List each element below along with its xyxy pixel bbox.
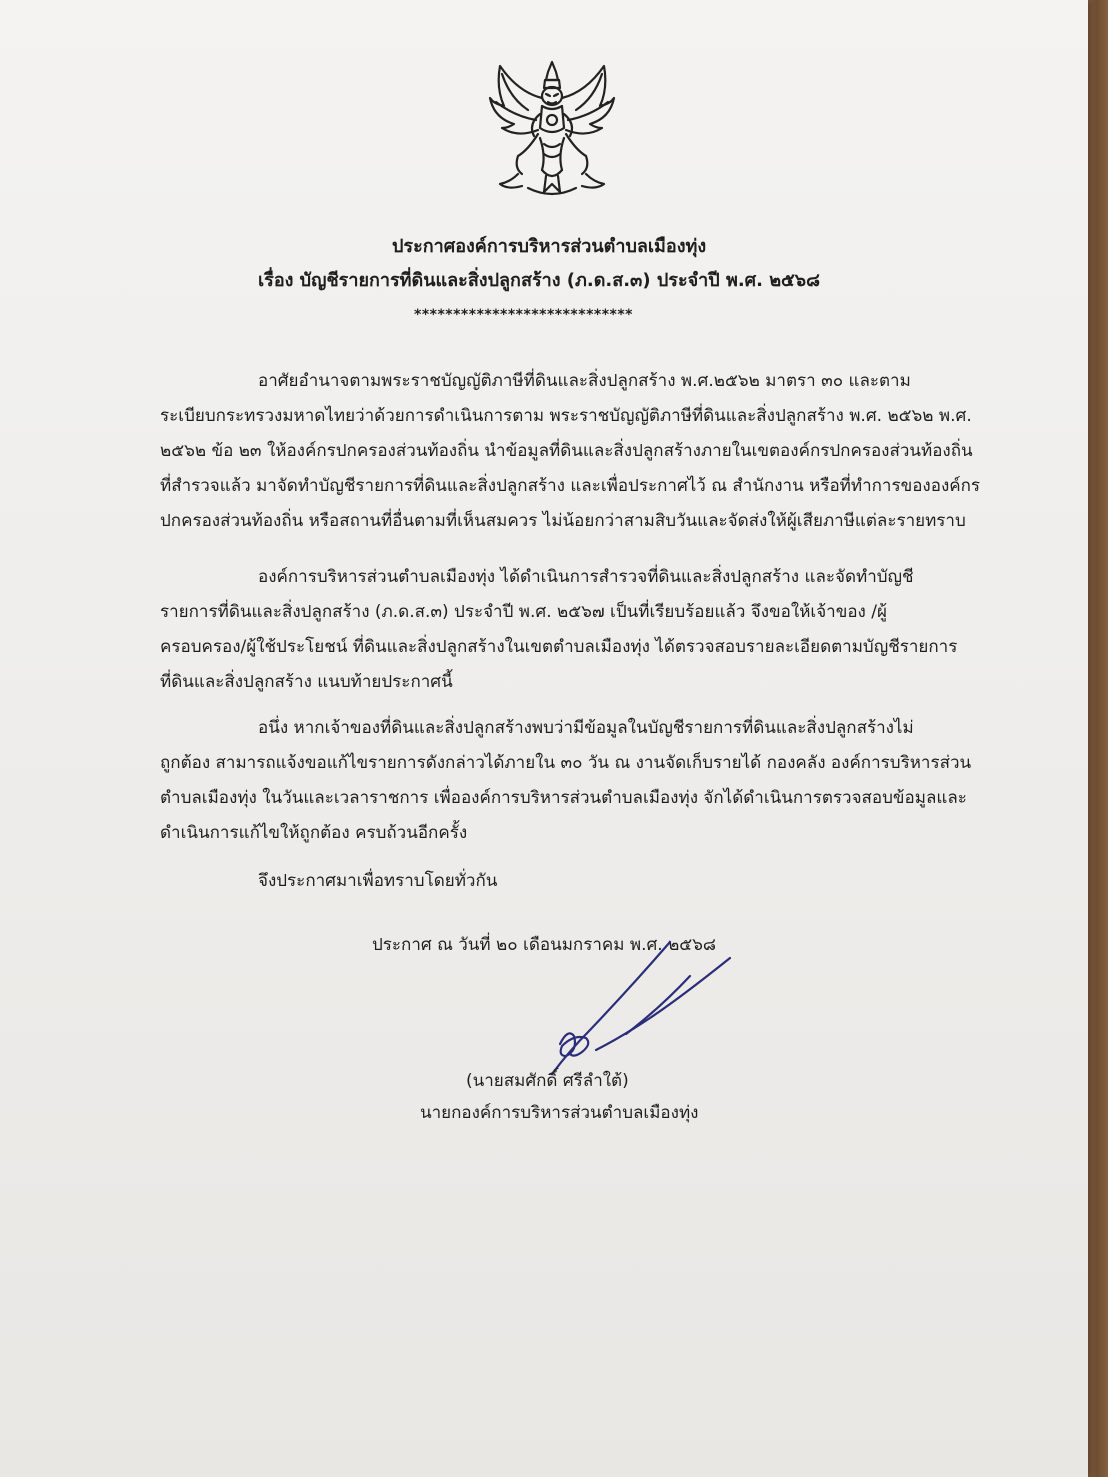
- paragraph-2-line-4: ที่ดินและสิ่งปลูกสร้าง แนบท้ายประกาศนี้: [160, 672, 453, 692]
- paragraph-2-line-3: ครอบครอง/ผู้ใช้ประโยชน์ ที่ดินและสิ่งปลูกสร้างในเขตตำบลเมืองทุ่ง ได้ตรวจสอบรายละเอียดตามบัญชีรายการ: [160, 637, 958, 657]
- paragraph-3-line-2: ถูกต้อง สามารถแจ้งขอแก้ไขรายการดังกล่าวได้ภายใน ๓๐ วัน ณ งานจัดเก็บรายได้ กองคลัง องค์การบริหารส่วน: [160, 753, 972, 773]
- paragraph-1-line-2: ระเบียบกระทรวงมหาดไทยว่าด้วยการดำเนินการตาม พระราชบัญญัติภาษีที่ดินและสิ่งปลูกสร้าง พ.ศ. ๒๕๖๒ พ.ศ.: [160, 406, 972, 426]
- paragraph-1-line-4: ที่สำรวจแล้ว มาจัดทำบัญชีรายการที่ดินและสิ่งปลูกสร้าง และเพื่อประกาศไว้ ณ สำนักงาน หรือที่ทำการขององค์กร: [160, 476, 981, 496]
- paragraph-1-line-3: ๒๕๖๒ ข้อ ๒๓ ให้องค์กรปกครองส่วนท้องถิ่น นำข้อมูลที่ดินและสิ่งปลูกสร้างภายในเขตองค์กรปกครองส่วนท้องถิ่น: [160, 441, 973, 461]
- paragraph-1-line-5: ปกครองส่วนท้องถิ่น หรือสถานที่อื่นตามที่เห็นสมควร ไม่น้อยกว่าสามสิบวันและจัดส่งให้ผู้เสียภาษีแต่ละรายทราบ: [160, 511, 966, 531]
- paragraph-3-line-3: ตำบลเมืองทุ่ง ในวันและเวลาราชการ เพื่อองค์การบริหารส่วนตำบลเมืองทุ่ง จักได้ดำเนินการตรวจสอบข้อมูลและ: [160, 788, 967, 808]
- announcement-subject: เรื่อง บัญชีรายการที่ดินและสิ่งปลูกสร้าง (ภ.ด.ส.๓) ประจำปี พ.ศ. ๒๕๖๘: [258, 270, 820, 291]
- signer-name: (นายสมศักดิ์ ศรีลำใต้): [466, 1071, 629, 1091]
- garuda-emblem-icon: [488, 58, 616, 202]
- paragraph-2-line-2: รายการที่ดินและสิ่งปลูกสร้าง (ภ.ด.ส.๓) ประจำปี พ.ศ. ๒๕๖๗ เป็นที่เรียบร้อยแล้ว จึงขอให้เจ้าของ /ผู้: [160, 602, 887, 622]
- closing-line: จึงประกาศมาเพื่อทราบโดยทั่วกัน: [258, 871, 498, 891]
- handwritten-signature: [530, 938, 760, 1078]
- table-background: [1086, 0, 1108, 1477]
- title-divider: ****************************: [414, 307, 633, 323]
- signer-position: นายกองค์การบริหารส่วนตำบลเมืองทุ่ง: [420, 1103, 699, 1123]
- paragraph-2-line-1: องค์การบริหารส่วนตำบลเมืองทุ่ง ได้ดำเนินการสำรวจที่ดินและสิ่งปลูกสร้าง และจัดทำบัญชี: [258, 567, 914, 587]
- announcement-title: ประกาศองค์การบริหารส่วนตำบลเมืองทุ่ง: [392, 236, 707, 257]
- paragraph-3-line-4: ดำเนินการแก้ไขให้ถูกต้อง ครบถ้วนอีกครั้ง: [160, 823, 468, 843]
- paragraph-3-line-1: อนึ่ง หากเจ้าของที่ดินและสิ่งปลูกสร้างพบว่ามีข้อมูลในบัญชีรายการที่ดินและสิ่งปลูกสร้างไม่: [258, 718, 914, 738]
- announcement-date: ประกาศ ณ วันที่ ๒๐ เดือนมกราคม พ.ศ. ๒๕๖๘: [372, 935, 717, 955]
- paragraph-1-line-1: อาศัยอำนาจตามพระราชบัญญัติภาษีที่ดินและสิ่งปลูกสร้าง พ.ศ.๒๕๖๒ มาตรา ๓๐ และตาม: [258, 371, 911, 391]
